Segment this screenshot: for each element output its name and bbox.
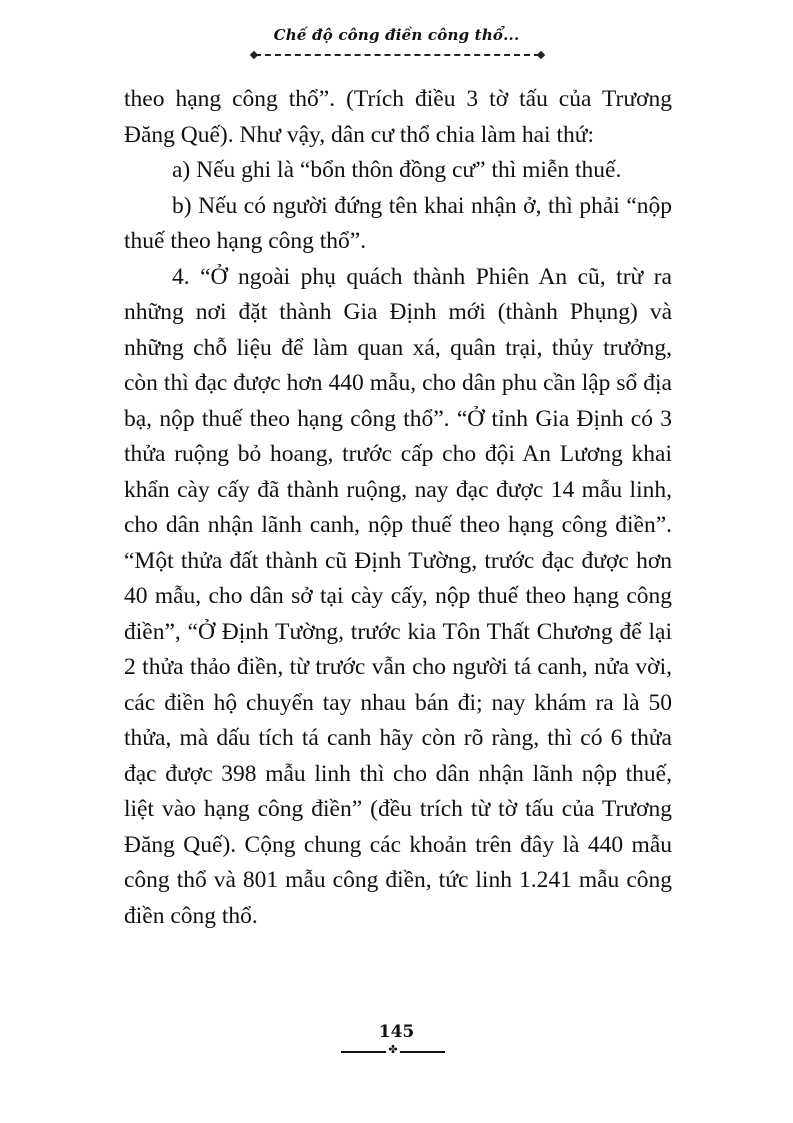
body-text [124, 82, 672, 934]
running-head-rule [255, 54, 540, 56]
running-head: Chế độ công điền công thổ... [273, 26, 520, 44]
paragraph-item-b: b) Nếu có người đứng tên khai nhận ở, thì phải “nộp thuế theo hạng công thổ”. [124, 192, 672, 254]
paragraph-item-4: 4. “Ở ngoài phụ quách thành Phiên An cũ, trừ ra những nơi đặt thành Gia Định mới (thành Phụng) và những chỗ liệu để làm quan xá, quân trại, thủy trưởng, còn thì đạc được hơn 440 mẫu, cho dân phu cần lập sổ địa bạ, nộp thuế theo hạng công thổ”. “Ở tỉnh Gia Định có 3 thửa ruộng bỏ hoang, trước cấp cho đội An Lương khai khẩn cày cấy đã thành ruộng, nay đạc được 14 mẫu linh, cho dân nhận lãnh canh, nộp thuế theo hạng công điền”. “Một thửa đất thành cũ Định Tường, trước đạc được hơn 40 mẫu, cho dân sở tại cày cấy, nộp thuế theo hạng công điền”, “Ở Định Tường, trước kia Tôn Thất Chương để lại 2 thửa thảo điền, từ trước vẫn cho người tá canh, nửa vời, các điền hộ chuyển tay nhau bán đi; nay khám ra là 50 thửa, mà dấu tích tá canh hãy còn rõ ràng, thì có 6 thửa đạc được 398 mẫu linh thì cho dân nhận lãnh nộp thuế, liệt vào hạng công điền” (đều trích từ tờ tấu của Trương Đăng Quế). Cộng chung các khoản trên đây là 440 mẫu công thổ và 801 mẫu công điền, tức linh 1.241 mẫu công điền công thổ. [124, 263, 672, 929]
page-number: 145 [378, 1022, 415, 1042]
scroll-ornament-icon: ✤ [386, 1044, 400, 1056]
paragraph-continuation: theo hạng công thổ”. (Trích điều 3 tờ tấu của Trương Đăng Quế). Như vậy, dân cư thổ chia làm hai thứ: [124, 86, 672, 148]
paragraph-item-a: a) Nếu ghi là “bổn thôn đồng cư” thì miễn thuế. [172, 157, 622, 183]
